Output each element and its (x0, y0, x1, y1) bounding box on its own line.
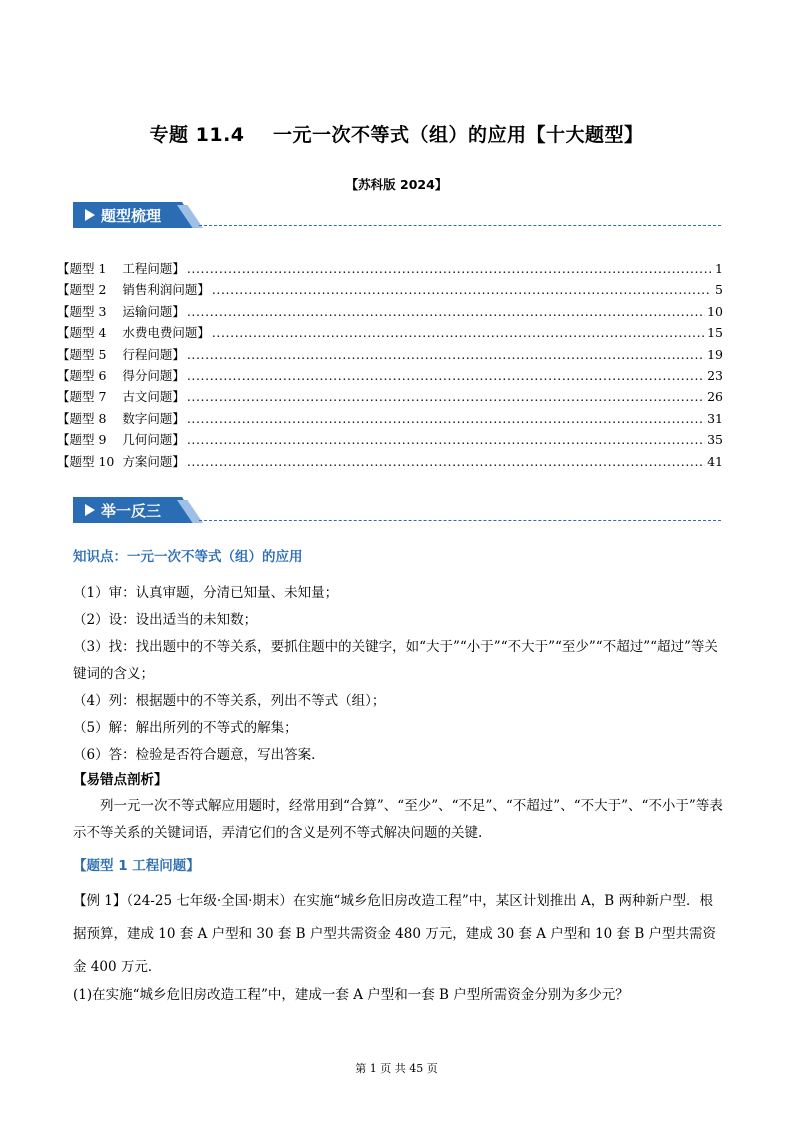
toc-page: 15 (707, 325, 723, 341)
toc-label: 【题型 9 几何问题】 (57, 432, 185, 448)
toc-entry[interactable] (57, 258, 723, 279)
toc-leader (212, 322, 705, 343)
toc-label: 【题型 7 古文问题】 (57, 389, 185, 405)
toc-label: 【题型 8 数字问题】 (57, 410, 185, 426)
toc-page: 26 (707, 389, 723, 405)
toc-label: 【题型 4 水费电费问题】 (57, 325, 210, 341)
step-item: （5）解：解出所列的不等式的解集； (73, 720, 298, 736)
toc-leader (187, 258, 711, 279)
step-item: （1）审：认真审题，分清已知量、未知量； (73, 585, 339, 601)
page-title: 专题 11.4 一元一次不等式（组）的应用【十大题型】 (149, 124, 644, 146)
toc-label: 【题型 10 方案问题】 (57, 453, 185, 469)
section-header-practice (73, 497, 721, 523)
step-item: （3）找：找出题中的不等关系，要抓住题中的关键字，如“大于”“小于”“不大于”“至少”“不超过”“超过”等关键词的含义； (73, 639, 718, 682)
type1-heading: 【题型 1 工程问题】 (73, 858, 200, 874)
toc-leader (187, 429, 705, 450)
play-triangle-icon (85, 504, 95, 516)
page-footer: 第 1 页 共 45 页 (355, 1062, 438, 1075)
toc-entry[interactable] (57, 451, 723, 472)
step-item: （4）列：根据题中的不等关系，列出不等式（组）； (73, 693, 386, 709)
toc-page: 41 (707, 453, 723, 469)
section-label: 举一反三 (101, 502, 162, 520)
step-item: （6）答：检验是否符合题意，写出答案. (73, 747, 316, 763)
section-divider (199, 520, 721, 521)
analysis-heading: 【易错点剖析】 (73, 772, 168, 788)
toc-leader (212, 279, 711, 300)
toc-entry[interactable] (57, 408, 723, 429)
toc-page: 23 (707, 367, 723, 383)
toc-label: 【题型 6 得分问题】 (57, 367, 185, 383)
toc-leader (187, 301, 705, 322)
toc-page: 19 (707, 346, 723, 362)
table-of-contents (57, 258, 723, 472)
analysis-paragraph: 列一元一次不等式解应用题时，经常用到“合算”、“至少”、“不足”、“不超过”、“不大于”、“不小于”等表示不等关系的关键词语，弄清它们的含义是列不等式解决问题的关键. (73, 798, 723, 841)
question-item: (1)在实施“城乡危旧房改造工程”中，建成一套 A 户型和一套 B 户型所需资金分别为多少元？ (73, 987, 629, 1003)
knowledge-heading: 知识点：一元一次不等式（组）的应用 (73, 549, 303, 565)
toc-leader (187, 451, 705, 472)
toc-label: 【题型 1 工程问题】 (57, 261, 185, 276)
step-item: （2）设：设出适当的未知数； (73, 612, 258, 628)
toc-page: 5 (715, 282, 723, 298)
toc-entry[interactable] (57, 429, 723, 450)
toc-label: 【题型 3 运输问题】 (57, 303, 185, 319)
toc-leader (187, 365, 705, 386)
toc-entry[interactable] (57, 386, 723, 407)
toc-leader (187, 408, 705, 429)
toc-leader (187, 344, 705, 365)
toc-leader (187, 386, 705, 407)
toc-entry[interactable] (57, 322, 723, 343)
toc-page: 35 (707, 432, 723, 448)
toc-page: 31 (707, 410, 723, 426)
toc-label: 【题型 5 行程问题】 (57, 346, 185, 362)
play-triangle-icon (85, 209, 95, 221)
section-header-types (73, 202, 721, 228)
toc-label: 【题型 2 销售利润问题】 (57, 282, 210, 298)
toc-entry[interactable] (57, 344, 723, 365)
knowledge-steps (73, 580, 723, 769)
section-divider (199, 225, 721, 226)
toc-page: 1 (715, 261, 723, 276)
example-paragraph: 【例 1】（24-25 七年级·全国·期末）在实施“城乡危旧房改造工程”中，某区计划推出 A，B 两种新户型．根据预算，建成 10 套 A 户型和 30 套 B 户型共需资金 480 万元，建成 30 套 A 户型和 10 套 B 户型共需资金 400 万元． (73, 893, 717, 975)
section-label: 题型梳理 (101, 207, 162, 225)
toc-entry[interactable] (57, 365, 723, 386)
toc-entry[interactable] (57, 279, 723, 300)
edition-label: 【苏科版 2024】 (345, 177, 448, 192)
toc-entry[interactable] (57, 301, 723, 322)
toc-page: 10 (707, 303, 723, 319)
